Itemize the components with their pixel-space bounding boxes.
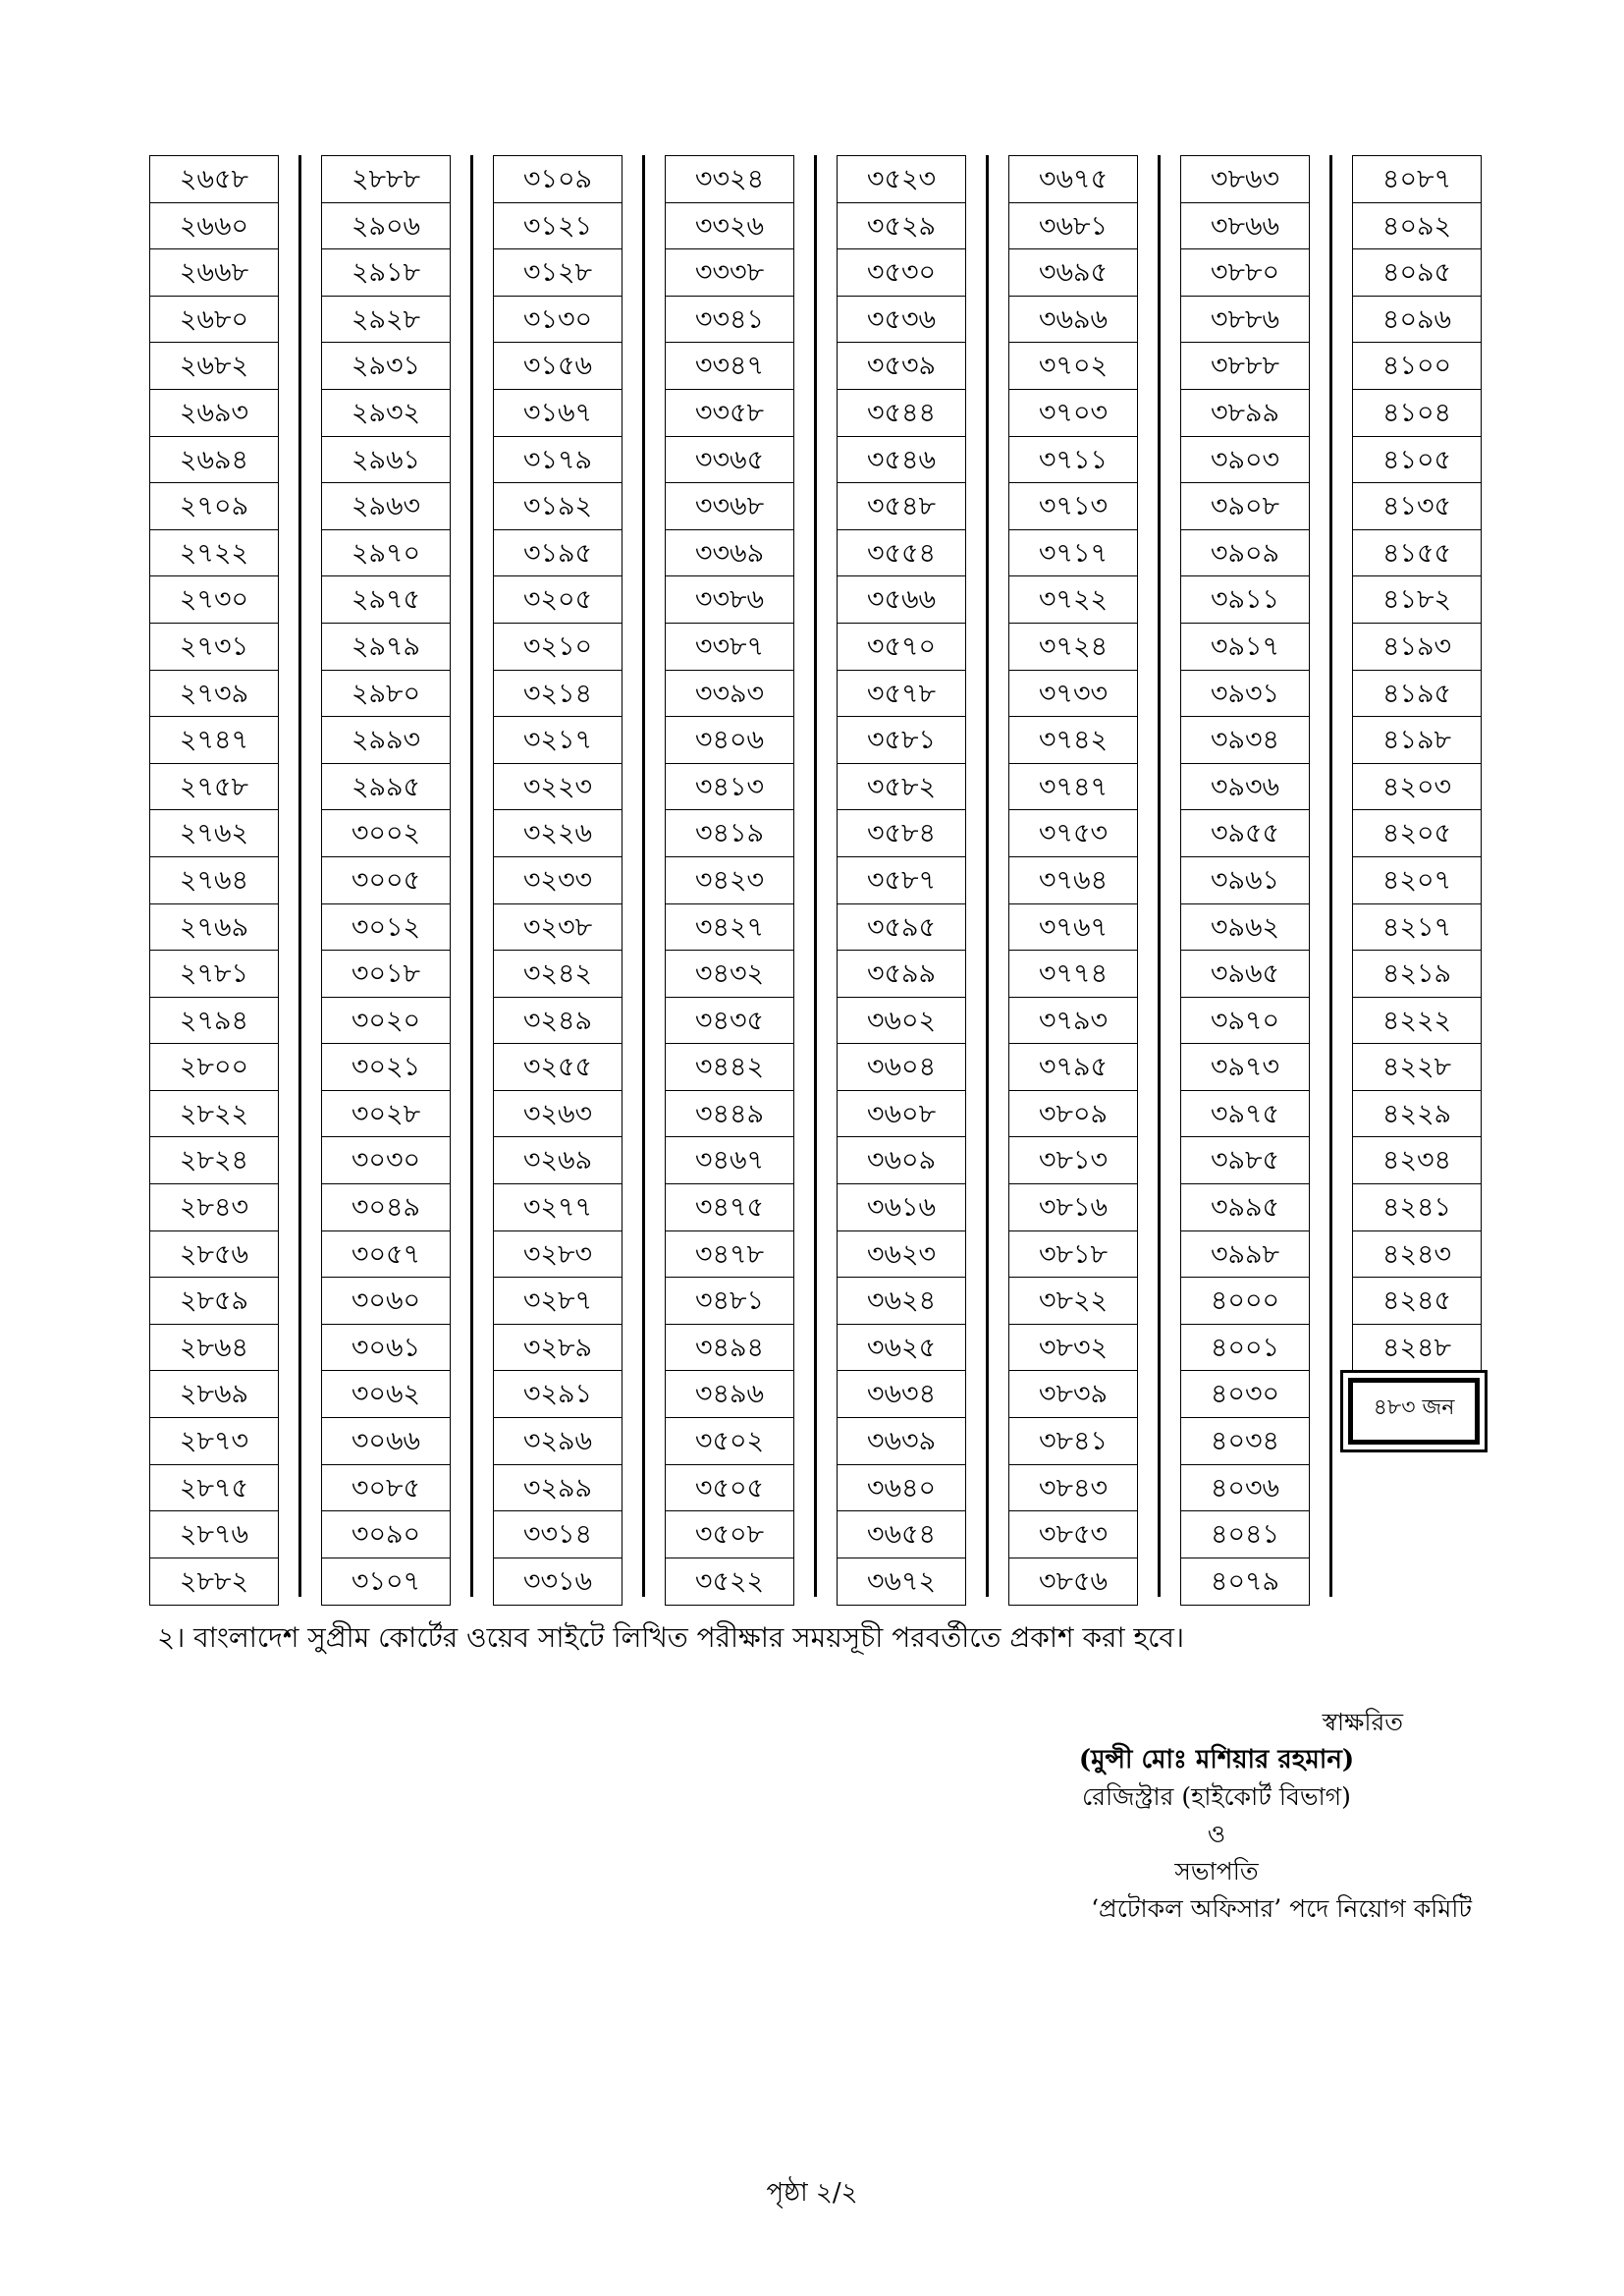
roll-number-cell: ২৭৫৮ xyxy=(150,764,278,811)
roll-number-cell: ৩১৯২ xyxy=(494,483,622,530)
roll-number-cell: ২৯১৮ xyxy=(322,249,450,297)
committee-name: ‘প্রটোকল অফিসার’ পদে নিয়োগ কমিটি xyxy=(1091,1894,1472,1923)
roll-number-cell: ৩৬৯৬ xyxy=(1009,297,1137,344)
roll-number-cell: ২৯৬১ xyxy=(322,437,450,484)
roll-number-cell: ৩৩৮৬ xyxy=(666,576,793,624)
roll-number-cell: ৩৩৪১ xyxy=(666,297,793,344)
roll-box-3 xyxy=(493,155,623,1606)
roll-column-3 xyxy=(493,155,623,1606)
roll-number-cell: ৪০৯৫ xyxy=(1353,249,1481,297)
roll-number-cell: ৩১৩০ xyxy=(494,297,622,344)
roll-number-cell: ৩২২৩ xyxy=(494,764,622,811)
roll-number-cell: ৩৫০২ xyxy=(666,1418,793,1465)
column-divider xyxy=(470,155,473,1597)
roll-number-cell: ৩২৬৯ xyxy=(494,1137,622,1184)
roll-number-cell: ৩৮৮০ xyxy=(1181,249,1309,297)
roll-number-cell: ৪০০১ xyxy=(1181,1325,1309,1372)
roll-number-cell: ৩৭৭৪ xyxy=(1009,951,1137,998)
roll-number-cell: ৩০১৮ xyxy=(322,951,450,998)
roll-number-cell: ২৯৯৩ xyxy=(322,717,450,764)
roll-number-cell: ৩৯৭০ xyxy=(1181,998,1309,1045)
roll-number-cell: ৩৪১৩ xyxy=(666,764,793,811)
roll-number-cell: ৩৬০৪ xyxy=(838,1044,965,1091)
roll-number-cell: ৩৮১৮ xyxy=(1009,1231,1137,1279)
roll-number-cell: ৪২৪১ xyxy=(1353,1184,1481,1231)
roll-number-cell: ৩৫৬৬ xyxy=(838,576,965,624)
roll-number-cell: ৪২২৯ xyxy=(1353,1091,1481,1138)
roll-number-cell: ৩২৮৩ xyxy=(494,1231,622,1279)
roll-number-cell: ৩৬৭২ xyxy=(866,1565,937,1597)
roll-number-cell: ৩৮৩২ xyxy=(1009,1325,1137,1372)
roll-box-7 xyxy=(1180,155,1310,1606)
roll-number-cell: ৩৬২৫ xyxy=(838,1325,965,1372)
roll-number-cell: ২৮৫৯ xyxy=(150,1278,278,1325)
roll-number-cell: ৩৪০৬ xyxy=(666,717,793,764)
roll-number-cell: ৩৫৪৮ xyxy=(838,483,965,530)
roll-number-cell: ৩২৮৯ xyxy=(494,1325,622,1372)
roll-number-cell: ৪২২৮ xyxy=(1353,1044,1481,1091)
roll-number-cell: ৪০৩৪ xyxy=(1181,1418,1309,1465)
roll-number-cell: ২৮৬৪ xyxy=(150,1325,278,1372)
roll-number-cell: ৩২৯৬ xyxy=(494,1418,622,1465)
signatory-designation: রেজিস্ট্রার (হাইকোর্ট বিভাগ) xyxy=(1082,1782,1351,1811)
roll-number-cell: ৩৯৮৫ xyxy=(1181,1137,1309,1184)
roll-number-cell: ৩০২৮ xyxy=(322,1091,450,1138)
roll-number-cell: ২৭৩৯ xyxy=(150,671,278,718)
roll-number-cell: ৩৩৬৮ xyxy=(666,483,793,530)
roll-number-cell: ৩৮৫৩ xyxy=(1009,1511,1137,1558)
roll-number-cell: ৩৪১৯ xyxy=(666,810,793,857)
roll-number-cell: ৩৪২৩ xyxy=(666,857,793,904)
roll-number-cell: ৩০৫৭ xyxy=(322,1231,450,1279)
roll-number-cell: ২৬৮০ xyxy=(150,297,278,344)
roll-number-cell: ২৮৪৩ xyxy=(150,1184,278,1231)
roll-number-cell: ৩০২১ xyxy=(322,1044,450,1091)
roll-number-cell: ৩৫৮২ xyxy=(838,764,965,811)
roll-column-7 xyxy=(1180,155,1310,1606)
roll-number-cell: ৩৬৩৯ xyxy=(838,1418,965,1465)
roll-number-cell: ৩৮০৯ xyxy=(1009,1091,1137,1138)
roll-number-cell: ৩১২৮ xyxy=(494,249,622,297)
roll-number-cell: ২৭৬২ xyxy=(150,810,278,857)
roll-number-cell: ২৬৯৩ xyxy=(150,390,278,437)
chair-label: সভাপতি xyxy=(1174,1857,1259,1886)
roll-number-cell: ২৯০৬ xyxy=(322,203,450,250)
roll-number-cell: ৩৯১১ xyxy=(1181,576,1309,624)
roll-number-cell: ৪২৩৪ xyxy=(1353,1137,1481,1184)
roll-number-cell: ২৭৩১ xyxy=(150,624,278,671)
roll-number-cell: ৩৩৫৮ xyxy=(666,390,793,437)
roll-number-cell: ৩২৪২ xyxy=(494,951,622,998)
roll-number-cell: ২৮৮৮ xyxy=(322,156,450,203)
roll-number-cell: ২৯২৮ xyxy=(322,297,450,344)
signature-block xyxy=(961,1704,1472,1928)
roll-number-cell: ৩৮৬৩ xyxy=(1181,156,1309,203)
roll-number-cell: ৩৬০৮ xyxy=(838,1091,965,1138)
roll-number-cell: ৩৬২৩ xyxy=(838,1231,965,1279)
roll-number-cell: ৩০০৫ xyxy=(322,857,450,904)
roll-number-cell: ৩৮১৬ xyxy=(1009,1184,1137,1231)
roll-number-cell: ৩৪৭৫ xyxy=(666,1184,793,1231)
roll-number-cell: ৩৪৪২ xyxy=(666,1044,793,1091)
roll-number-cell: ৩৫৩৬ xyxy=(838,297,965,344)
roll-column-2 xyxy=(321,155,451,1606)
roll-number-cell: ৩১৯৫ xyxy=(494,530,622,577)
roll-number-cell: ৩৬৪০ xyxy=(838,1465,965,1512)
roll-number-cell: ৩৯৩৪ xyxy=(1181,717,1309,764)
roll-column-5 xyxy=(837,155,966,1606)
column-divider xyxy=(814,155,817,1597)
roll-number-cell: ৩২৯১ xyxy=(494,1371,622,1418)
roll-number-cell: ৩৭১৩ xyxy=(1009,483,1137,530)
total-count: ৪৮৩ জন xyxy=(1348,1378,1480,1445)
roll-number-cell: ৪২৪৫ xyxy=(1353,1278,1481,1325)
roll-number-cell: ৩২৭৭ xyxy=(494,1184,622,1231)
roll-box-5 xyxy=(837,155,966,1606)
roll-number-cell: ৩০৩০ xyxy=(322,1137,450,1184)
roll-number-cell: ৩৫৫৪ xyxy=(838,530,965,577)
column-divider xyxy=(642,155,645,1597)
roll-number-cell: ৩৫৯৯ xyxy=(838,951,965,998)
roll-number-cell: ৪১৫৫ xyxy=(1353,530,1481,577)
roll-number-cell: ৩৭২২ xyxy=(1009,576,1137,624)
signatory-name: (মুন্সী মোঃ মশিয়ার রহমান) xyxy=(1078,1745,1355,1775)
roll-number-cell: ২৮২২ xyxy=(150,1091,278,1138)
roll-number-cell: ২৭৩০ xyxy=(150,576,278,624)
roll-number-cell: ৩০১২ xyxy=(322,904,450,952)
roll-number-cell: ৪০০০ xyxy=(1181,1278,1309,1325)
roll-number-cell: ৩৭৩৩ xyxy=(1009,671,1137,718)
roll-number-cell: ৪২০৩ xyxy=(1353,764,1481,811)
roll-number-cell: ৩৯০৯ xyxy=(1181,530,1309,577)
roll-number-cell: ৩৯৯৫ xyxy=(1181,1184,1309,1231)
roll-number-cell: ৩৭৪২ xyxy=(1009,717,1137,764)
roll-number-cell: ৪০৯২ xyxy=(1353,203,1481,250)
roll-number-cell: ৩৮৯৯ xyxy=(1181,390,1309,437)
roll-number-cell: ২৯৮০ xyxy=(322,671,450,718)
roll-number-cell: ৩৮৮৮ xyxy=(1181,343,1309,390)
roll-number-cell: ২৭৬৯ xyxy=(150,904,278,952)
roll-number-cell: ৩৪৮১ xyxy=(666,1278,793,1325)
roll-number-cell: ৩৬০২ xyxy=(838,998,965,1045)
roll-number-cell: ২৮৫৬ xyxy=(150,1231,278,1279)
roll-number-cell: ৪০৭৯ xyxy=(1210,1565,1280,1597)
roll-number-cell: ৪২১৯ xyxy=(1353,951,1481,998)
roll-number-cell: ৩৩৯৩ xyxy=(666,671,793,718)
roll-number-cell: ৩৯৭৩ xyxy=(1181,1044,1309,1091)
roll-number-cell: ২৮৭৫ xyxy=(150,1465,278,1512)
roll-number-cell: ৩১৭৯ xyxy=(494,437,622,484)
roll-number-cell: ২৭৪৭ xyxy=(150,717,278,764)
roll-number-cell: ৩২৮৭ xyxy=(494,1278,622,1325)
roll-number-cell: ৩৫৯৫ xyxy=(838,904,965,952)
roll-number-cell: ৩৪৪৯ xyxy=(666,1091,793,1138)
roll-number-cell: ৩৫৩০ xyxy=(838,249,965,297)
roll-number-cell: ৩৮১৩ xyxy=(1009,1137,1137,1184)
roll-number-cell: ৩০২০ xyxy=(322,998,450,1045)
roll-number-cell: ৩০৪৯ xyxy=(322,1184,450,1231)
roll-number-cell: ২৬৮২ xyxy=(150,343,278,390)
roll-box-8 xyxy=(1352,155,1482,1372)
roll-number-cell: ২৯৯৫ xyxy=(322,764,450,811)
roll-number-cell: ৪২০৭ xyxy=(1353,857,1481,904)
roll-number-cell: ৩৯৬৫ xyxy=(1181,951,1309,998)
roll-number-cell: ৩১৬৭ xyxy=(494,390,622,437)
roll-number-cell: ৩২২৬ xyxy=(494,810,622,857)
roll-number-cell: ৩৮৮৬ xyxy=(1181,297,1309,344)
column-divider xyxy=(1158,155,1161,1597)
roll-number-cell: ৪২৪৮ xyxy=(1381,1332,1452,1363)
roll-number-cell: ২৮৭৩ xyxy=(150,1418,278,1465)
roll-number-cell: ৩৭৯৫ xyxy=(1009,1044,1137,1091)
page-number: পৃষ্ঠা ২/২ xyxy=(766,2178,858,2208)
roll-number-cell: ২৬৬৮ xyxy=(150,249,278,297)
roll-number-cell: ৩৫২২ xyxy=(694,1565,765,1597)
roll-number-cell: ৩৫৩৯ xyxy=(838,343,965,390)
roll-number-cell: ৩২১০ xyxy=(494,624,622,671)
roll-number-cell: ৩৯৯৮ xyxy=(1181,1231,1309,1279)
roll-number-cell: ৩৩৬৯ xyxy=(666,530,793,577)
roll-number-cell: ৩২৪৯ xyxy=(494,998,622,1045)
roll-number-cell: ৩৩৬৫ xyxy=(666,437,793,484)
roll-number-cell: ৩৫৭০ xyxy=(838,624,965,671)
roll-number-cell: ৩২৩৮ xyxy=(494,904,622,952)
roll-number-cell: ৩২১৪ xyxy=(494,671,622,718)
roll-number-cell: ৩৬১৬ xyxy=(838,1184,965,1231)
roll-box-1 xyxy=(149,155,279,1606)
roll-number-cell: ৩৩৩৮ xyxy=(666,249,793,297)
roll-number-cell: ২৮৬৯ xyxy=(150,1371,278,1418)
roll-number-cell: ২৯৭০ xyxy=(322,530,450,577)
roll-number-cell: ৩২৯৯ xyxy=(494,1465,622,1512)
roll-number-cell: ২৮৭৬ xyxy=(150,1511,278,1558)
roll-number-cell: ২৯৩১ xyxy=(322,343,450,390)
roll-number-cell: ৩৪২৭ xyxy=(666,904,793,952)
roll-number-cell: ৩৬২৪ xyxy=(838,1278,965,1325)
roll-number-cell: ৩৯৫৫ xyxy=(1181,810,1309,857)
roll-number-cell: ২৮৮২ xyxy=(179,1565,249,1597)
roll-number-cell: ৩৫৭৮ xyxy=(838,671,965,718)
roll-box-2 xyxy=(321,155,451,1606)
roll-number-cell: ৩৮২২ xyxy=(1009,1278,1137,1325)
roll-number-cell: ৪২১৭ xyxy=(1353,904,1481,952)
roll-number-cell: ৩৮৪৩ xyxy=(1009,1465,1137,1512)
roll-column-1 xyxy=(149,155,279,1606)
roll-number-cell: ৩৪৯৪ xyxy=(666,1325,793,1372)
roll-number-cell: ৩০৬১ xyxy=(322,1325,450,1372)
roll-number-cell: ৩৮৫৬ xyxy=(1038,1565,1109,1597)
roll-number-cell: ৩৮৬৬ xyxy=(1181,203,1309,250)
roll-number-cell: ৩০০২ xyxy=(322,810,450,857)
roll-number-cell: ৩৯৬২ xyxy=(1181,904,1309,952)
roll-number-cell: ৩৭২৪ xyxy=(1009,624,1137,671)
and-label: ও xyxy=(1207,1820,1226,1848)
roll-number-cell: ৩৯৭৫ xyxy=(1181,1091,1309,1138)
total-count-box xyxy=(1340,1370,1488,1452)
roll-number-cell: ৪১০০ xyxy=(1353,343,1481,390)
roll-number-cell: ৩২১৭ xyxy=(494,717,622,764)
roll-number-cell: ৩৫৮১ xyxy=(838,717,965,764)
roll-number-cell: ৩৬৩৪ xyxy=(838,1371,965,1418)
roll-number-cell: ৩১২১ xyxy=(494,203,622,250)
roll-number-cell: ৪১৩৫ xyxy=(1353,483,1481,530)
roll-number-cell: ৩৬৭৫ xyxy=(1009,156,1137,203)
roll-number-cell: ৩১০৯ xyxy=(494,156,622,203)
roll-number-cell: ৩৫৪৪ xyxy=(838,390,965,437)
roll-number-cell: ৩৩৪৭ xyxy=(666,343,793,390)
roll-number-cell: ৩৭৪৭ xyxy=(1009,764,1137,811)
roll-number-cell: ২৭২২ xyxy=(150,530,278,577)
roll-number-cell: ২৮২৪ xyxy=(150,1137,278,1184)
roll-number-cell: ৩৭৬৪ xyxy=(1009,857,1137,904)
roll-number-cell: ৩০৯০ xyxy=(322,1511,450,1558)
roll-number-cell: ৩০৬০ xyxy=(322,1278,450,1325)
roll-number-cell: ৪১৯৩ xyxy=(1353,624,1481,671)
roll-number-cell: ২৯৬৩ xyxy=(322,483,450,530)
roll-number-cell: ৪১০৪ xyxy=(1353,390,1481,437)
roll-number-cell: ৩৩২৬ xyxy=(666,203,793,250)
roll-number-cell: ২৯৭৯ xyxy=(322,624,450,671)
roll-number-cell: ৩৫২৩ xyxy=(838,156,965,203)
roll-number-cell: ৩২৩৩ xyxy=(494,857,622,904)
roll-number-cell: ৩১০৭ xyxy=(351,1565,421,1597)
roll-number-cell: ৩৬০৯ xyxy=(838,1137,965,1184)
roll-number-cell: ৩৫০৮ xyxy=(666,1511,793,1558)
roll-number-cell: ৪২০৫ xyxy=(1353,810,1481,857)
roll-number-cell: ৩৯১৭ xyxy=(1181,624,1309,671)
roll-number-cell: ৪১৮২ xyxy=(1353,576,1481,624)
roll-number-cell: ৪২৪৩ xyxy=(1353,1231,1481,1279)
roll-number-cell: ৩৩৮৭ xyxy=(666,624,793,671)
roll-number-cell: ৪০৩০ xyxy=(1181,1371,1309,1418)
roll-number-cell: ৩৭০৩ xyxy=(1009,390,1137,437)
roll-number-cell: ৩৫৪৬ xyxy=(838,437,965,484)
roll-number-cell: ২৭০৯ xyxy=(150,483,278,530)
roll-column-6 xyxy=(1008,155,1138,1606)
roll-number-cell: ৩৪৬৭ xyxy=(666,1137,793,1184)
roll-number-cell: ৩৮৪১ xyxy=(1009,1418,1137,1465)
roll-number-cell: ৪২২২ xyxy=(1353,998,1481,1045)
roll-number-cell: ৪০৯৬ xyxy=(1353,297,1481,344)
roll-number-cell: ৩৪৭৮ xyxy=(666,1231,793,1279)
roll-number-cell: ৩৩১৪ xyxy=(494,1511,622,1558)
column-divider xyxy=(986,155,989,1597)
roll-number-cell: ৪১৯৫ xyxy=(1353,671,1481,718)
roll-number-cell: ৩৭৫৩ xyxy=(1009,810,1137,857)
roll-number-cell: ৩৪৩২ xyxy=(666,951,793,998)
roll-number-cell: ৩৭০২ xyxy=(1009,343,1137,390)
roll-number-cell: ৩৪৩৫ xyxy=(666,998,793,1045)
roll-number-cell: ২৬৬০ xyxy=(150,203,278,250)
roll-number-cell: ৩৭৬৭ xyxy=(1009,904,1137,952)
roll-column-8 xyxy=(1352,155,1482,1372)
roll-number-cell: ৪০৪১ xyxy=(1181,1511,1309,1558)
roll-number-cell: ৩০৮৫ xyxy=(322,1465,450,1512)
roll-number-cell: ৩৭১৭ xyxy=(1009,530,1137,577)
roll-number-cell: ৩৫০৫ xyxy=(666,1465,793,1512)
signed-label: স্বাক্ষরিত xyxy=(1322,1708,1403,1736)
column-divider xyxy=(298,155,301,1597)
roll-number-cell: ৩৫৮৭ xyxy=(838,857,965,904)
roll-number-cell: ৩৭৯৩ xyxy=(1009,998,1137,1045)
roll-box-6 xyxy=(1008,155,1138,1606)
roll-number-cell: ২৬৫৮ xyxy=(150,156,278,203)
roll-number-cell: ৩২৬৩ xyxy=(494,1091,622,1138)
exam-schedule-note: ২। বাংলাদেশ সুপ্রীম কোর্টের ওয়েব সাইটে লিখিত পরীক্ষার সময়সূচী পরবর্তীতে প্রকাশ করা হবে। xyxy=(157,1621,1185,1654)
roll-number-cell: ২৯৭৫ xyxy=(322,576,450,624)
roll-number-cell: ২৬৯৪ xyxy=(150,437,278,484)
roll-number-cell: ২৯৩২ xyxy=(322,390,450,437)
roll-column-4 xyxy=(665,155,794,1606)
roll-box-4 xyxy=(665,155,794,1606)
roll-number-cell: ২৭৬৪ xyxy=(150,857,278,904)
roll-number-cell: ৩১৫৬ xyxy=(494,343,622,390)
roll-number-cell: ৩৯০৩ xyxy=(1181,437,1309,484)
roll-number-cell: ৩৯৩১ xyxy=(1181,671,1309,718)
roll-number-cell: ৩৬৫৪ xyxy=(838,1511,965,1558)
roll-number-cell: ৩৯০৮ xyxy=(1181,483,1309,530)
roll-number-cell: ৩৭১১ xyxy=(1009,437,1137,484)
roll-number-cell: ৩৮৩৯ xyxy=(1009,1371,1137,1418)
roll-number-cell: ৩৫৮৪ xyxy=(838,810,965,857)
roll-number-cell: ৪১০৫ xyxy=(1353,437,1481,484)
roll-number-cell: ২৭৮১ xyxy=(150,951,278,998)
roll-number-cell: ৩৫২৯ xyxy=(838,203,965,250)
roll-number-cell: ৪০৮৭ xyxy=(1353,156,1481,203)
column-divider xyxy=(1329,155,1332,1597)
roll-number-cell: ২৮০০ xyxy=(150,1044,278,1091)
roll-number-cell: ৩২৫৫ xyxy=(494,1044,622,1091)
roll-number-cell: ৩৩১৬ xyxy=(522,1565,593,1597)
roll-number-cell: ৩০৬৬ xyxy=(322,1418,450,1465)
roll-number-cell: ৪১৯৮ xyxy=(1353,717,1481,764)
roll-number-cell: ৩৯৬১ xyxy=(1181,857,1309,904)
roll-number-cell: ৩৬৯৫ xyxy=(1009,249,1137,297)
roll-number-cell: ৩৬৮১ xyxy=(1009,203,1137,250)
roll-number-cell: ৪০৩৬ xyxy=(1181,1465,1309,1512)
roll-number-cell: ৩৩২৪ xyxy=(666,156,793,203)
roll-number-cell: ২৭৯৪ xyxy=(150,998,278,1045)
roll-number-cell: ৩৯৩৬ xyxy=(1181,764,1309,811)
roll-number-cell: ৩২০৫ xyxy=(494,576,622,624)
roll-number-cell: ৩৪৯৬ xyxy=(666,1371,793,1418)
roll-number-cell: ৩০৬২ xyxy=(322,1371,450,1418)
